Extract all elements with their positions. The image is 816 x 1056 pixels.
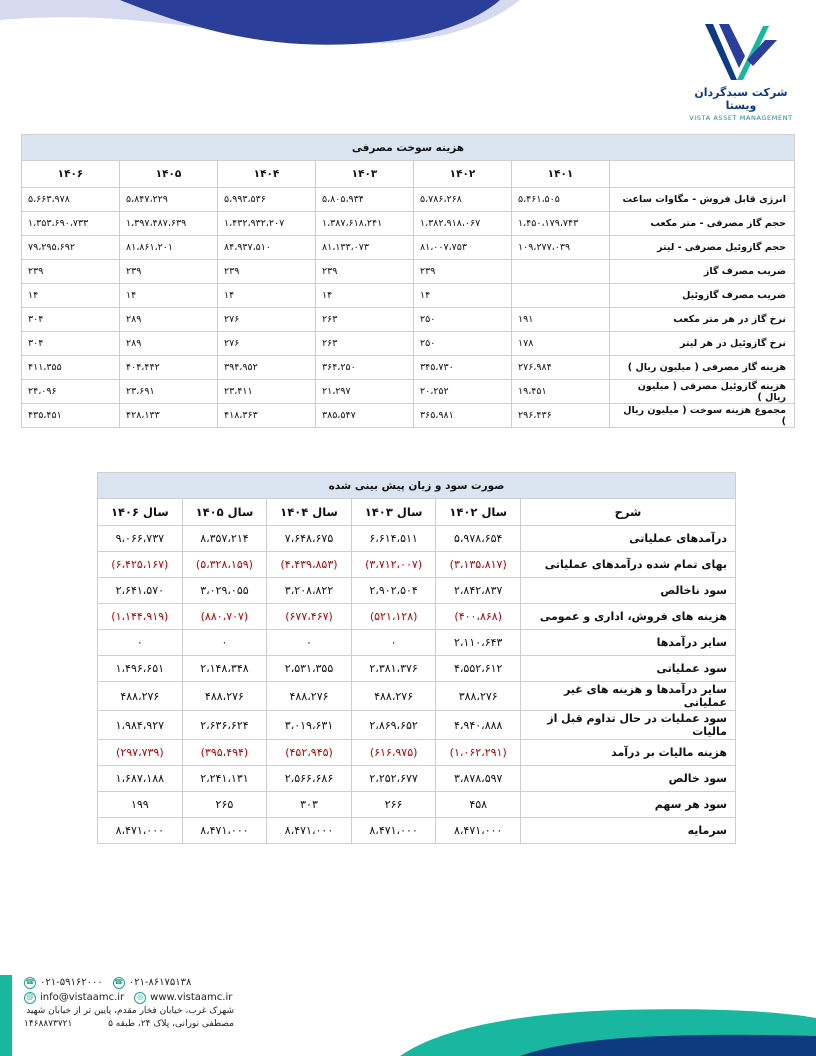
fuel-row-label: حجم گازوئیل مصرفی - لیتر — [610, 236, 795, 260]
phone-1[interactable]: ۰۲۱-۵۹۱۶۲۰۰۰ — [40, 977, 103, 988]
fuel-cell: ۲۳،۶۹۱ — [120, 380, 218, 404]
pl-cell: ۲۶۶ — [351, 792, 436, 818]
company-logo — [680, 20, 802, 124]
fuel-cell: ۱۴ — [218, 284, 316, 308]
pl-cell: (۳،۱۳۵،۸۱۷) — [436, 552, 521, 578]
phone-icon: ☎ — [113, 977, 125, 989]
fuel-cell: ۳۶۵،۹۸۱ — [414, 404, 512, 428]
fuel-table-title: هزینه سوخت مصرفی — [22, 135, 795, 161]
pl-table-row — [98, 552, 736, 578]
pl-row-label: بهای تمام شده درآمدهای عملیاتی — [521, 552, 736, 578]
website-link[interactable]: www.vistaamc.ir — [150, 992, 233, 1003]
pl-cell: (۴۰۰،۸۶۸) — [436, 604, 521, 630]
fuel-cell: ۲۳،۴۱۱ — [218, 380, 316, 404]
fuel-cell: ۲۳۹ — [218, 260, 316, 284]
fuel-cell: ۷۹،۲۹۵،۶۹۲ — [22, 236, 120, 260]
fuel-cell: ۵،۷۸۶،۲۶۸ — [414, 188, 512, 212]
fuel-cell: ۸۱،۸۶۱،۲۰۱ — [120, 236, 218, 260]
fuel-cell — [512, 260, 610, 284]
pl-cell: ۱،۴۹۶،۶۵۱ — [98, 656, 183, 682]
fuel-year-header: ۱۴۰۴ — [218, 161, 316, 188]
pl-cell: (۶،۴۲۵،۱۶۷) — [98, 552, 183, 578]
fuel-cell: ۸۱،۰۰۷،۷۵۳ — [414, 236, 512, 260]
pl-cell: (۴،۴۳۹،۸۵۳) — [267, 552, 352, 578]
fuel-table-row — [22, 260, 795, 284]
pl-table-row — [98, 630, 736, 656]
fuel-cell — [512, 284, 610, 308]
fuel-cell: ۱،۳۸۲،۹۱۸،۰۶۷ — [414, 212, 512, 236]
pl-cell: ۲۶۵ — [182, 792, 267, 818]
pl-cell: ۴۵۸ — [436, 792, 521, 818]
pl-cell: ۳،۸۷۸،۵۹۷ — [436, 766, 521, 792]
fuel-cost-table — [21, 134, 795, 428]
fuel-cell: ۲۴،۰۹۶ — [22, 380, 120, 404]
email-icon: @ — [24, 992, 36, 1004]
fuel-row-label: انرژی قابل فروش - مگاوات ساعت — [610, 188, 795, 212]
fuel-row-label: نرخ گاز در هر متر مکعب — [610, 308, 795, 332]
fuel-cell: ۱۰۹،۲۷۷،۰۳۹ — [512, 236, 610, 260]
fuel-cell: ۲۵۰ — [414, 308, 512, 332]
pl-row-label: سود عملیاتی — [521, 656, 736, 682]
phone-icon: ☎ — [24, 977, 36, 989]
pl-cell: ۴۸۸،۲۷۶ — [351, 682, 436, 711]
fuel-year-header: ۱۴۰۳ — [316, 161, 414, 188]
pl-cell: ۸،۴۷۱،۰۰۰ — [267, 818, 352, 844]
pl-cell: (۶۷۷،۴۶۷) — [267, 604, 352, 630]
pl-table-row — [98, 766, 736, 792]
pl-table-row — [98, 740, 736, 766]
email-link[interactable]: info@vistaamc.ir — [40, 992, 125, 1003]
pl-cell: (۱،۱۴۴،۹۱۹) — [98, 604, 183, 630]
pl-cell: ۰ — [267, 630, 352, 656]
pl-row-label: سود هر سهم — [521, 792, 736, 818]
postal-code: ۱۴۶۸۸۷۳۷۲۱ — [24, 1019, 73, 1029]
fuel-row-label: هزینه گازوئیل مصرفی ( میلیون ریال ) — [610, 380, 795, 404]
fuel-cell: ۳۰۴ — [22, 308, 120, 332]
fuel-cell: ۲۶۳ — [316, 308, 414, 332]
pl-table-row — [98, 682, 736, 711]
pl-table-row — [98, 526, 736, 552]
pl-desc-header: شرح — [521, 499, 736, 526]
pl-cell: ۲،۹۰۲،۵۰۴ — [351, 578, 436, 604]
pl-cell: ۳۰۳ — [267, 792, 352, 818]
pl-cell: ۲،۲۴۱،۱۳۱ — [182, 766, 267, 792]
pl-cell: ۲،۵۶۶،۶۸۶ — [267, 766, 352, 792]
address-line-1: شهرک غرب، خیابان فخار مقدم، پایین تر از خیابان شهید — [26, 1006, 234, 1016]
fuel-cell: ۱،۳۵۳،۶۹۰،۷۳۳ — [22, 212, 120, 236]
pl-table-title: صورت سود و زیان پیش بینی شده — [98, 473, 736, 499]
logo-name-en: VISTA ASSET MANAGEMENT — [689, 114, 793, 122]
fuel-cell: ۱۴ — [414, 284, 512, 308]
fuel-cell: ۱،۳۹۷،۴۸۷،۶۳۹ — [120, 212, 218, 236]
contact-footer — [24, 975, 234, 1031]
fuel-cell: ۲۷۶ — [218, 308, 316, 332]
pl-row-label: سایر درآمدها — [521, 630, 736, 656]
fuel-cell: ۳۴۵،۷۳۰ — [414, 356, 512, 380]
fuel-cell: ۱۷۸ — [512, 332, 610, 356]
pl-year-header: سال ۱۴۰۳ — [351, 499, 436, 526]
fuel-cell: ۱۴ — [22, 284, 120, 308]
fuel-cell: ۴۱۱،۳۵۵ — [22, 356, 120, 380]
fuel-cell: ۵،۹۹۳،۵۳۶ — [218, 188, 316, 212]
fuel-header-label — [610, 161, 795, 188]
pl-cell: (۸۸۰،۷۰۷) — [182, 604, 267, 630]
pl-cell: ۹،۰۶۶،۷۳۷ — [98, 526, 183, 552]
fuel-year-header: ۱۴۰۵ — [120, 161, 218, 188]
pl-cell: ۲،۳۸۱،۳۷۶ — [351, 656, 436, 682]
fuel-cell: ۵،۸۰۵،۹۳۴ — [316, 188, 414, 212]
pl-cell: ۲،۸۴۲،۸۳۷ — [436, 578, 521, 604]
pl-cell: ۲،۲۵۲،۶۷۷ — [351, 766, 436, 792]
fuel-table-row — [22, 332, 795, 356]
pl-cell: ۲،۱۴۸،۳۴۸ — [182, 656, 267, 682]
pl-cell: (۴۵۲،۹۴۵) — [267, 740, 352, 766]
fuel-table-row — [22, 188, 795, 212]
fuel-cell: ۸۴،۹۳۷،۵۱۰ — [218, 236, 316, 260]
fuel-cell: ۵،۶۶۳،۹۷۸ — [22, 188, 120, 212]
pl-row-label: درآمدهای عملیاتی — [521, 526, 736, 552]
pl-table-row — [98, 656, 736, 682]
fuel-cell: ۱۴ — [120, 284, 218, 308]
fuel-cell: ۲۱،۲۹۷ — [316, 380, 414, 404]
pl-year-header: سال ۱۴۰۵ — [182, 499, 267, 526]
pl-cell: ۶،۶۱۴،۵۱۱ — [351, 526, 436, 552]
fuel-cell: ۲۳۹ — [120, 260, 218, 284]
fuel-table-row — [22, 212, 795, 236]
pl-cell: ۴،۹۴۰،۸۸۸ — [436, 711, 521, 740]
pl-row-label: سایر درآمدها و هزینه های غیر عملیاتی — [521, 682, 736, 711]
pl-cell: ۲،۱۱۰،۶۴۳ — [436, 630, 521, 656]
pl-cell: ۷،۶۴۸،۶۷۵ — [267, 526, 352, 552]
pl-cell: ۸،۴۷۱،۰۰۰ — [436, 818, 521, 844]
pl-cell: ۴،۵۵۲،۶۱۲ — [436, 656, 521, 682]
pl-cell: ۳،۲۰۸،۸۲۲ — [267, 578, 352, 604]
fuel-cell: ۴۲۸،۱۳۳ — [120, 404, 218, 428]
fuel-row-label: ضریب مصرف گاز — [610, 260, 795, 284]
fuel-cell: ۳۸۵،۵۴۷ — [316, 404, 414, 428]
pl-cell: ۲،۶۴۱،۵۷۰ — [98, 578, 183, 604]
fuel-cell: ۱۹،۴۵۱ — [512, 380, 610, 404]
fuel-cell: ۴۰۴،۴۴۲ — [120, 356, 218, 380]
pl-cell: ۳،۰۱۹،۶۳۱ — [267, 711, 352, 740]
fuel-cell: ۳۹۴،۹۵۲ — [218, 356, 316, 380]
fuel-cell: ۱،۳۸۷،۶۱۸،۲۴۱ — [316, 212, 414, 236]
fuel-cell: ۵،۴۶۱،۵۰۵ — [512, 188, 610, 212]
fuel-cell: ۵،۸۴۷،۲۲۹ — [120, 188, 218, 212]
pl-year-header: سال ۱۴۰۶ — [98, 499, 183, 526]
fuel-table-row — [22, 284, 795, 308]
fuel-row-label: هزینه گاز مصرفی ( میلیون ریال ) — [610, 356, 795, 380]
fuel-year-header: ۱۴۰۶ — [22, 161, 120, 188]
pl-cell: ۴۸۸،۲۷۶ — [98, 682, 183, 711]
fuel-cell: ۲۷۶ — [218, 332, 316, 356]
pl-cell: (۵۲۱،۱۲۸) — [351, 604, 436, 630]
pl-cell: ۸،۴۷۱،۰۰۰ — [182, 818, 267, 844]
fuel-cell: ۲۶۳ — [316, 332, 414, 356]
pl-cell: ۵،۹۷۸،۶۵۴ — [436, 526, 521, 552]
pl-row-label: سرمایه — [521, 818, 736, 844]
fuel-cell: ۲۳۹ — [414, 260, 512, 284]
fuel-table-row — [22, 380, 795, 404]
fuel-cell: ۳۶۴،۲۵۰ — [316, 356, 414, 380]
pl-cell: ۳۸۸،۲۷۶ — [436, 682, 521, 711]
pl-year-header: سال ۱۴۰۴ — [267, 499, 352, 526]
fuel-row-label: نرخ گازوئیل در هر لیتر — [610, 332, 795, 356]
pl-cell: ۸،۴۷۱،۰۰۰ — [351, 818, 436, 844]
pl-cell: (۳،۷۱۲،۰۰۷) — [351, 552, 436, 578]
pl-table-row — [98, 578, 736, 604]
profit-loss-table — [97, 472, 736, 844]
pl-table-row — [98, 818, 736, 844]
pl-row-label: سود خالص — [521, 766, 736, 792]
fuel-cell: ۸۱،۱۳۳،۰۷۳ — [316, 236, 414, 260]
fuel-row-label: مجموع هزینه سوخت ( میلیون ریال ) — [610, 404, 795, 428]
fuel-year-header: ۱۴۰۲ — [414, 161, 512, 188]
vista-logo-mark-icon — [701, 20, 781, 86]
fuel-cell: ۴۳۵،۴۵۱ — [22, 404, 120, 428]
pl-cell: ۲،۵۳۱،۳۵۵ — [267, 656, 352, 682]
pl-cell: ۱۹۹ — [98, 792, 183, 818]
fuel-row-label: حجم گاز مصرفی - متر مکعب — [610, 212, 795, 236]
pl-cell: (۶۱۶،۹۷۵) — [351, 740, 436, 766]
pl-cell: ۱،۹۸۴،۹۲۷ — [98, 711, 183, 740]
pl-cell: ۸،۳۵۷،۲۱۴ — [182, 526, 267, 552]
fuel-cell: ۱،۴۵۰،۱۷۹،۷۴۳ — [512, 212, 610, 236]
fuel-cell: ۲۸۹ — [120, 332, 218, 356]
fuel-cell: ۱۹۱ — [512, 308, 610, 332]
pl-cell: ۱،۶۸۷،۱۸۸ — [98, 766, 183, 792]
logo-name-fa: شرکت سبدگردان ویستا — [694, 86, 788, 112]
fuel-table-row — [22, 236, 795, 260]
pl-row-label: سود ناخالص — [521, 578, 736, 604]
pl-cell: ۴۸۸،۲۷۶ — [182, 682, 267, 711]
pl-cell: ۲،۸۶۹،۶۵۲ — [351, 711, 436, 740]
pl-cell: ۰ — [351, 630, 436, 656]
fuel-table-row — [22, 308, 795, 332]
fuel-cell: ۱،۴۳۲،۹۳۲،۲۰۷ — [218, 212, 316, 236]
fuel-cell: ۲۷۶،۹۸۴ — [512, 356, 610, 380]
pl-row-label: هزینه های فروش، اداری و عمومی — [521, 604, 736, 630]
pl-cell: ۰ — [98, 630, 183, 656]
fuel-cell: ۲۹۶،۴۳۶ — [512, 404, 610, 428]
pl-cell: ۴۸۸،۲۷۶ — [267, 682, 352, 711]
fuel-row-label: ضریب مصرف گازوئیل — [610, 284, 795, 308]
pl-cell: ۳،۰۲۹،۰۵۵ — [182, 578, 267, 604]
fuel-table-row — [22, 404, 795, 428]
fuel-cell: ۲۳۹ — [316, 260, 414, 284]
footer-swoosh — [400, 1008, 816, 1056]
pl-row-label: سود عملیات در حال تداوم قبل از مالیات — [521, 711, 736, 740]
pl-year-header: سال ۱۴۰۲ — [436, 499, 521, 526]
pl-cell: ۰ — [182, 630, 267, 656]
pl-cell: (۲۹۷،۷۳۹) — [98, 740, 183, 766]
footer-accent-bar — [0, 975, 12, 1056]
fuel-cell: ۱۴ — [316, 284, 414, 308]
pl-cell: (۵،۳۲۸،۱۵۹) — [182, 552, 267, 578]
fuel-cell: ۲۸۹ — [120, 308, 218, 332]
fuel-cell: ۲۵۰ — [414, 332, 512, 356]
fuel-cell: ۲۰،۲۵۲ — [414, 380, 512, 404]
fuel-cell: ۴۱۸،۳۶۳ — [218, 404, 316, 428]
pl-row-label: هزینه مالیات بر درآمد — [521, 740, 736, 766]
globe-icon: ◎ — [134, 992, 146, 1004]
phone-2[interactable]: ۰۲۱-۸۶۱۷۵۱۳۸ — [128, 977, 192, 988]
header-swoosh — [0, 0, 520, 50]
fuel-cell: ۲۳۹ — [22, 260, 120, 284]
pl-table-row — [98, 792, 736, 818]
pl-table-row — [98, 711, 736, 740]
pl-table-row — [98, 604, 736, 630]
fuel-year-header: ۱۴۰۱ — [512, 161, 610, 188]
pl-cell: (۳۹۵،۴۹۴) — [182, 740, 267, 766]
fuel-table-row — [22, 356, 795, 380]
address-line-2: مصطفی نورانی، پلاک ۲۴، طبقه ۵ — [108, 1019, 234, 1029]
pl-cell: ۸،۴۷۱،۰۰۰ — [98, 818, 183, 844]
fuel-cell: ۳۰۴ — [22, 332, 120, 356]
pl-cell: (۱،۰۶۲،۲۹۱) — [436, 740, 521, 766]
pl-cell: ۲،۶۳۶،۶۲۴ — [182, 711, 267, 740]
